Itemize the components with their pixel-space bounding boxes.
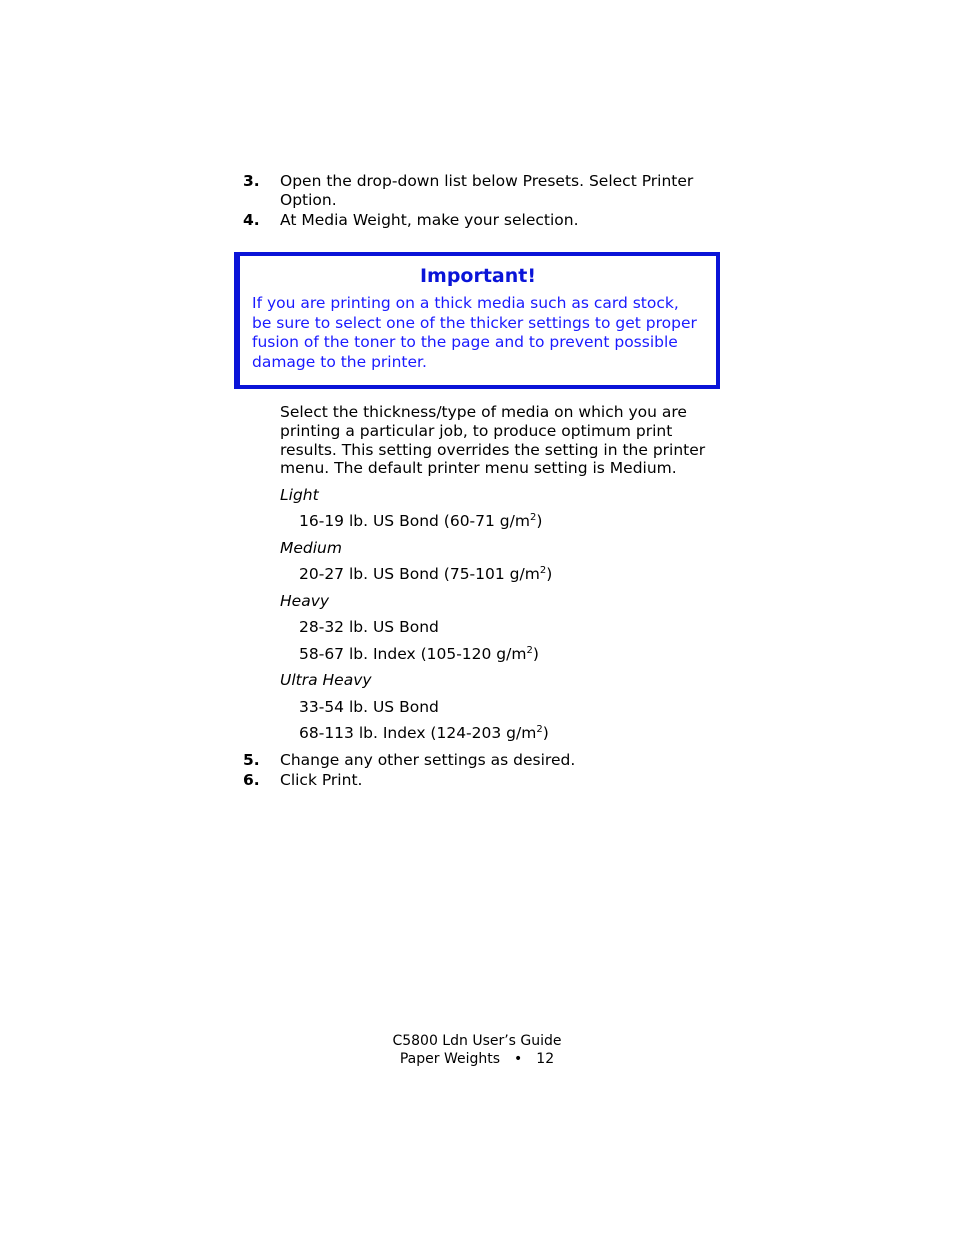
step-text: At Media Weight, make your selection. — [280, 211, 579, 229]
important-note-box — [234, 252, 720, 389]
step-number: 5. — [243, 751, 260, 769]
spec-text: 16-19 lb. US Bond (60-71 g/m — [299, 512, 530, 530]
spec-close: ) — [532, 645, 539, 663]
weight-category-heavy: Heavy — [280, 592, 330, 610]
superscript: 2 — [529, 512, 537, 523]
footer-section: Paper Weights — [399, 1051, 501, 1067]
weight-category-ultra-heavy: Ultra Heavy — [280, 671, 372, 689]
spec-close: ) — [536, 512, 543, 530]
spec-text: 68-113 lb. Index (124-203 g/m — [299, 724, 537, 742]
spec-text: 20-27 lb. US Bond (75-101 g/m — [299, 565, 540, 583]
step-number: 4. — [243, 211, 260, 229]
media-weight-description: Select the thickness/type of media on which you are printing a particular job, to produce optimum print results. This setting overrides the setting in the printer menu. The default printer menu setting is Medium. — [280, 403, 706, 478]
weight-spec-ultra-heavy-bond: 33-54 lb. US Bond — [299, 698, 439, 716]
weight-spec-ultra-heavy-index — [299, 724, 549, 742]
important-body: If you are printing on a thick media such as card stock, be sure to select one of the thicker settings to get proper fusion of the toner to the page and to prevent possible damage to the printer. — [252, 294, 697, 372]
weight-spec-heavy-index — [299, 645, 539, 663]
weight-spec-light — [299, 512, 542, 530]
step-text: Open the drop-down list below Presets. Select Printer Option. — [280, 172, 694, 209]
important-title: Important! — [419, 265, 537, 287]
page-number: 12 — [536, 1051, 555, 1067]
step-number: 3. — [243, 172, 260, 190]
step-number: 6. — [243, 771, 260, 789]
superscript: 2 — [526, 645, 533, 656]
footer-section-page — [0, 1050, 954, 1068]
weight-spec-heavy-bond: 28-32 lb. US Bond — [299, 618, 439, 636]
bullet-separator: • — [514, 1051, 523, 1067]
weight-category-medium: Medium — [280, 539, 342, 557]
step-text: Change any other settings as desired. — [280, 751, 576, 769]
superscript: 2 — [536, 724, 543, 735]
spec-text: 58-67 lb. Index (105-120 g/m — [299, 645, 527, 663]
superscript: 2 — [539, 565, 547, 576]
footer-guide-title: C5800 Ldn User’s Guide — [392, 1033, 562, 1049]
spec-close: ) — [542, 724, 549, 742]
weight-spec-medium — [299, 565, 552, 583]
spec-close: ) — [546, 565, 553, 583]
step-text: Click Print. — [280, 771, 363, 789]
weight-category-light: Light — [280, 486, 319, 504]
